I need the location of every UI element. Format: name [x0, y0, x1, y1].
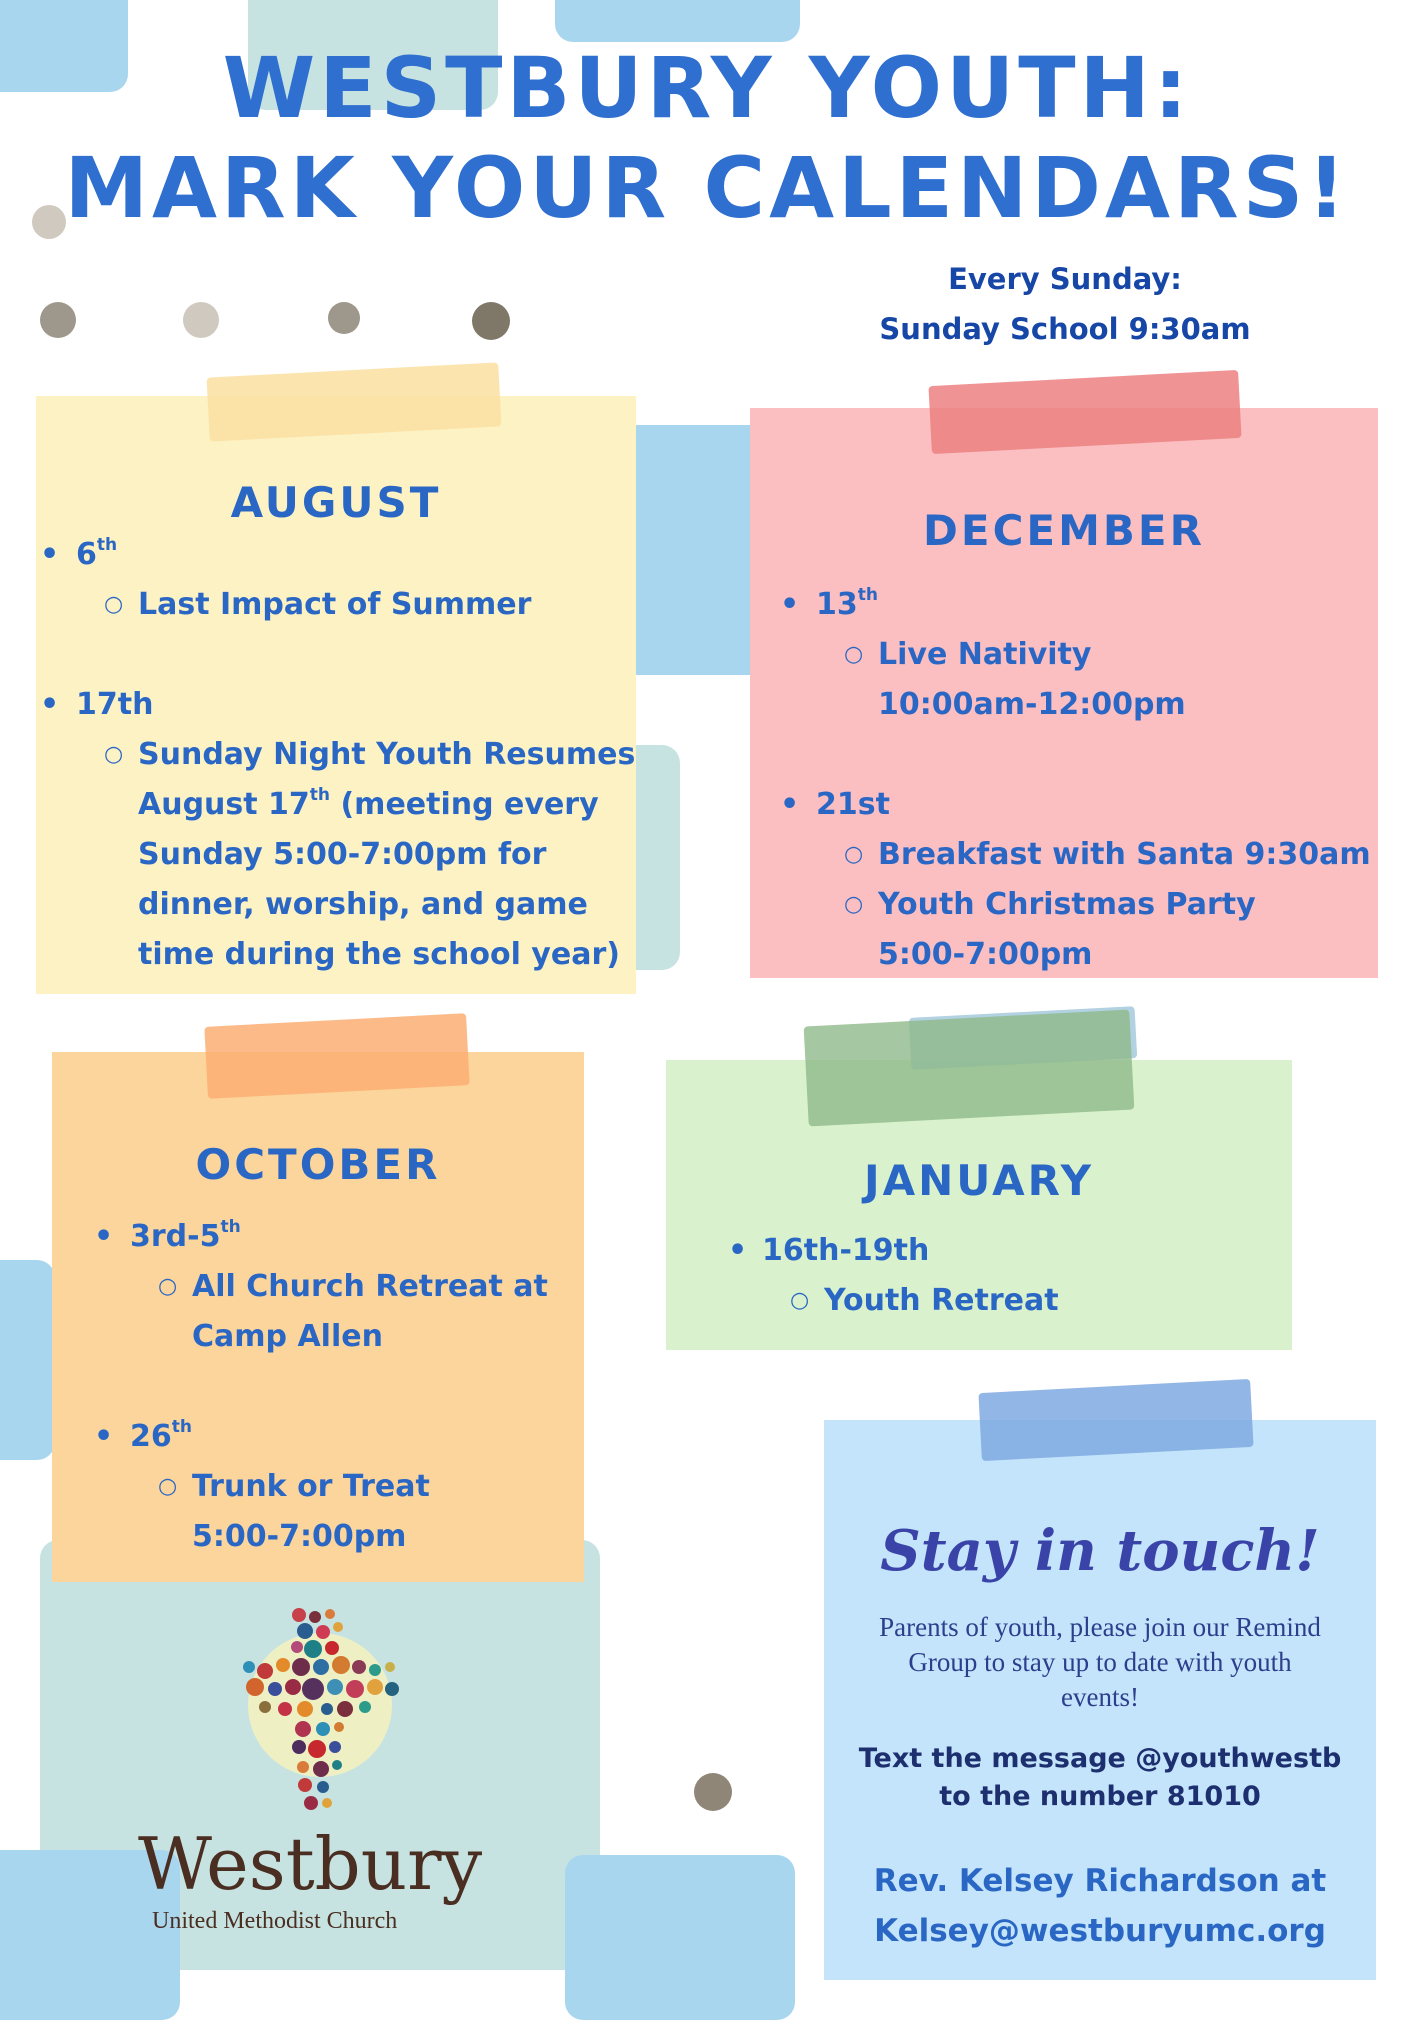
title-line-2: MARK YOUR CALENDARS!	[64, 139, 1350, 237]
december-date-2: 21st	[816, 787, 890, 822]
decorative-dot	[328, 302, 360, 334]
october-event-1	[192, 1262, 548, 1362]
title-line-1: WESTBURY YOUTH:	[222, 39, 1192, 137]
event-line	[138, 780, 635, 830]
deco-block	[0, 1260, 55, 1460]
bullet: •	[40, 687, 60, 722]
event-line: Live Nativity	[878, 637, 1092, 672]
deco-block	[555, 0, 800, 42]
bullet: •	[780, 787, 800, 822]
date-suffix: th	[96, 535, 118, 555]
event-line: Youth Christmas Party	[878, 887, 1256, 922]
sub-bullet: ○	[844, 642, 864, 667]
sub-bullet: ○	[104, 592, 124, 617]
august-date-1	[76, 530, 117, 580]
august-event-2	[138, 730, 635, 980]
january-tape	[804, 1010, 1135, 1127]
bullet: •	[94, 1419, 114, 1454]
event-line: time during the school year)	[138, 937, 620, 972]
stay-in-touch-heading: Stay in touch!	[880, 1518, 1320, 1584]
decorative-dot	[40, 302, 76, 338]
december-event-3	[878, 880, 1256, 980]
pastor-email[interactable]: Kelsey@westburyumc.org	[874, 1913, 1326, 1949]
sub-bullet: ○	[844, 892, 864, 917]
event-line: Camp Allen	[192, 1319, 383, 1354]
bullet: •	[728, 1233, 748, 1268]
event-line: 10:00am-12:00pm	[878, 687, 1186, 722]
bullet: •	[780, 587, 800, 622]
paragraph-line: Group to stay up to date with youth	[908, 1647, 1292, 1677]
january-event-1: Youth Retreat	[824, 1283, 1059, 1318]
remind-paragraph	[824, 1610, 1376, 1715]
every-sunday-line-2: Sunday School 9:30am	[879, 312, 1251, 346]
event-line: 5:00-7:00pm	[192, 1519, 407, 1554]
decorative-dot	[183, 302, 219, 338]
event-line: Sunday 5:00-7:00pm for	[138, 837, 547, 872]
sub-bullet: ○	[158, 1274, 178, 1299]
date-suffix: th	[309, 785, 331, 805]
sub-bullet: ○	[844, 842, 864, 867]
august-event-1: Last Impact of Summer	[138, 587, 532, 622]
every-sunday-note	[840, 254, 1290, 354]
october-date-1	[130, 1212, 241, 1262]
decorative-dot	[472, 302, 510, 340]
date-text: 3rd-5	[130, 1219, 221, 1254]
instruction-line: Text the message @youthwestb	[858, 1743, 1342, 1774]
august-month-heading: AUGUST	[230, 478, 442, 527]
contact-tape	[978, 1379, 1253, 1461]
sub-bullet: ○	[790, 1288, 810, 1313]
page-title	[0, 38, 1414, 238]
paragraph-line: events!	[1061, 1682, 1139, 1712]
paragraph-line: Parents of youth, please join our Remind	[879, 1612, 1321, 1642]
deco-block	[565, 1855, 795, 2020]
january-month-heading: JANUARY	[863, 1156, 1095, 1205]
bullet: •	[94, 1219, 114, 1254]
date-text: 26	[130, 1419, 172, 1454]
decorative-dot	[694, 1773, 732, 1811]
date-suffix: th	[857, 585, 878, 605]
october-date-2	[130, 1412, 192, 1462]
event-text: August 17	[138, 787, 310, 822]
event-text: (meeting every	[330, 787, 599, 822]
october-tape	[204, 1013, 469, 1099]
event-line: 5:00-7:00pm	[878, 937, 1093, 972]
december-event-2: Breakfast with Santa 9:30am	[878, 837, 1371, 872]
event-line: Sunday Night Youth Resumes	[138, 737, 636, 772]
date-text: 6	[76, 537, 97, 572]
december-month-heading: DECEMBER	[923, 506, 1205, 555]
date-suffix: th	[220, 1217, 241, 1237]
text-instructions	[824, 1740, 1376, 1816]
date-text: 13	[816, 587, 858, 622]
logo-wordmark: Westbury	[138, 1822, 483, 1906]
sub-bullet: ○	[158, 1474, 178, 1499]
event-line: Trunk or Treat	[192, 1469, 430, 1504]
pastor-contact	[824, 1856, 1376, 1956]
sub-bullet: ○	[104, 742, 124, 767]
december-date-1	[816, 580, 878, 630]
logo-subtitle: United Methodist Church	[152, 1908, 398, 1934]
december-event-1	[878, 630, 1186, 730]
event-line: All Church Retreat at	[192, 1269, 548, 1304]
august-date-2: 17th	[76, 687, 154, 722]
bullet: •	[40, 537, 60, 572]
pastor-name: Rev. Kelsey Richardson at	[873, 1863, 1327, 1899]
october-month-heading: OCTOBER	[195, 1140, 441, 1189]
every-sunday-line-1: Every Sunday:	[948, 262, 1182, 296]
january-date-1: 16th-19th	[762, 1233, 930, 1268]
instruction-line: to the number 81010	[939, 1781, 1261, 1812]
dotted-cross-logo-icon	[235, 1605, 405, 1815]
october-event-2	[192, 1462, 430, 1562]
date-suffix: th	[171, 1417, 192, 1437]
event-line: dinner, worship, and game	[138, 887, 588, 922]
